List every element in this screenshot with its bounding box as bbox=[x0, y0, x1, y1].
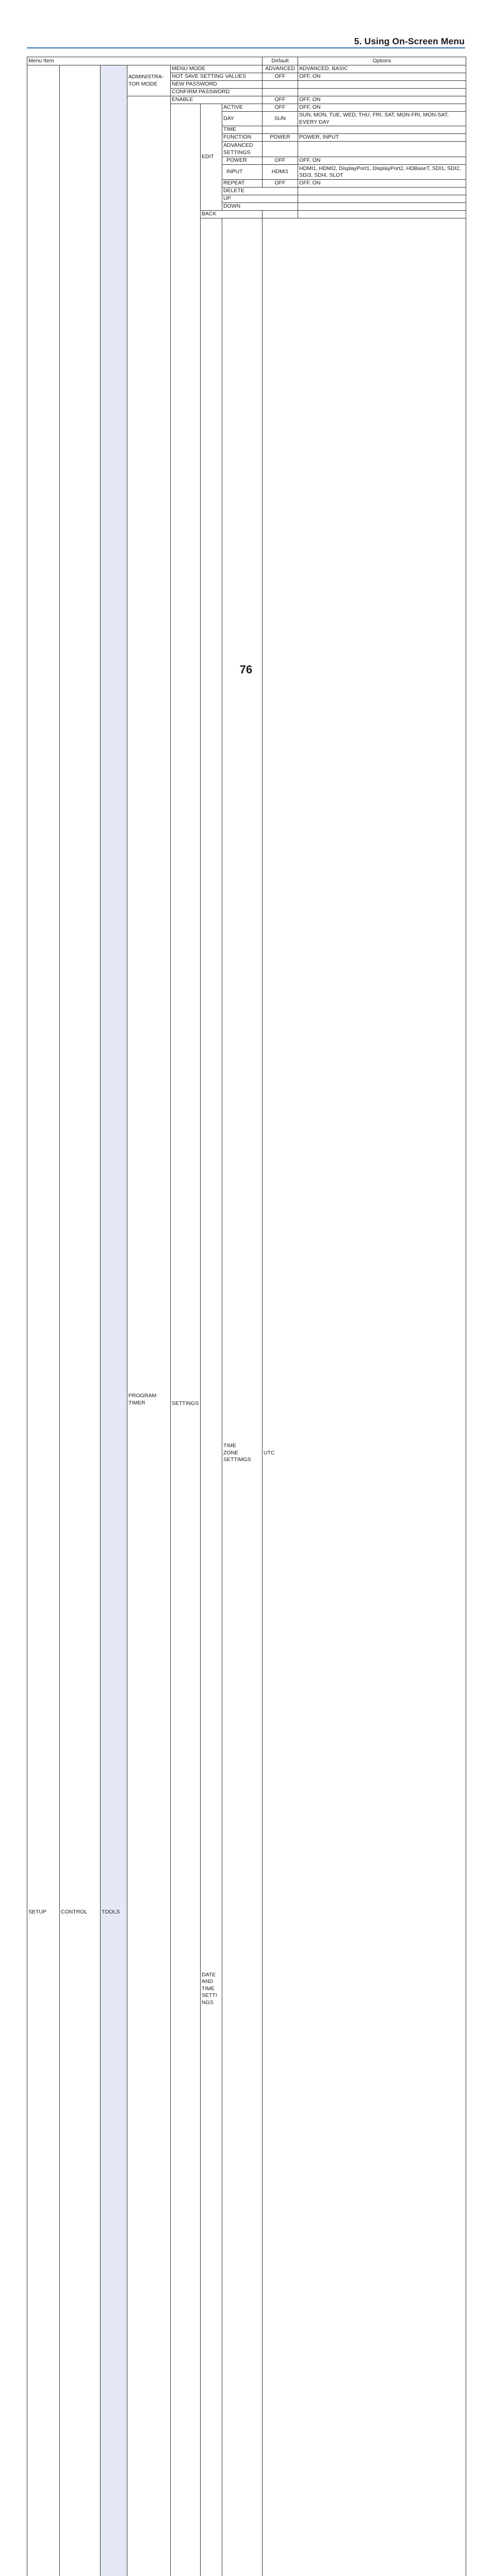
empty-cell bbox=[263, 211, 298, 218]
empty-cell bbox=[298, 142, 466, 157]
empty-cell bbox=[298, 188, 466, 195]
power-default: OFF bbox=[263, 157, 298, 165]
down-item: DOWN bbox=[222, 203, 298, 211]
menu-mode-item: MENU MODE bbox=[171, 65, 263, 73]
input-default: HDMI1 bbox=[263, 165, 298, 180]
empty-cell bbox=[263, 126, 298, 134]
empty-cell bbox=[263, 81, 298, 89]
header-options: Options bbox=[298, 57, 466, 65]
active-options: OFF, ON bbox=[298, 104, 466, 112]
advanced-settings-item: ADVANCED SETTINGS bbox=[222, 142, 263, 157]
empty-cell bbox=[263, 89, 298, 96]
empty-cell bbox=[298, 89, 466, 96]
menu-table bbox=[27, 57, 466, 2576]
active-item: ACTIVE bbox=[222, 104, 263, 112]
delete-item: DELETE bbox=[222, 188, 298, 195]
empty-cell bbox=[298, 81, 466, 89]
page-title: 5. Using On-Screen Menu bbox=[354, 36, 465, 47]
not-save-item: NOT SAVE SETTING VALUES bbox=[171, 73, 263, 81]
time-item: TIME bbox=[222, 126, 263, 134]
function-item: FUNCTION bbox=[222, 134, 263, 142]
admin-mode-cell: ADMINISTRA- TOR MODE bbox=[127, 65, 171, 96]
header-default: Default bbox=[263, 57, 298, 65]
day-item: DAY bbox=[222, 112, 263, 126]
new-password-item: NEW PASSWORD bbox=[171, 81, 263, 89]
empty-cell bbox=[298, 126, 466, 134]
empty-cell bbox=[298, 211, 466, 218]
active-default: OFF bbox=[263, 104, 298, 112]
up-item: UP bbox=[222, 195, 298, 203]
day-default: SUN bbox=[263, 112, 298, 126]
power-options: OFF, ON bbox=[298, 157, 466, 165]
program-timer-cell: PROGRAM TIMER bbox=[127, 96, 171, 2576]
pt-enable-item: ENABLE bbox=[171, 96, 263, 104]
table-header-row bbox=[27, 57, 466, 65]
power-item: POWER bbox=[222, 157, 263, 165]
setup-cell: SETUP bbox=[27, 65, 60, 2576]
time-zone-cell: TIME ZONE SETTIMGS bbox=[222, 218, 263, 2576]
page-number: 76 bbox=[0, 663, 492, 676]
header-rule bbox=[27, 47, 465, 48]
not-save-default: OFF bbox=[263, 73, 298, 81]
tools-cell: TOOLS bbox=[101, 65, 127, 2576]
header-menu-item: Menu Item bbox=[27, 57, 263, 65]
repeat-item: REPEAT bbox=[222, 180, 263, 188]
menu-mode-options: ADVANCED, BASIC bbox=[298, 65, 466, 73]
date-time-cell: DATE AND TIME SETTINGS bbox=[201, 218, 222, 2576]
function-default: POWER bbox=[263, 134, 298, 142]
back-item: BACK bbox=[201, 211, 263, 218]
empty-cell bbox=[298, 203, 466, 211]
not-save-options: OFF, ON bbox=[298, 73, 466, 81]
repeat-default: OFF bbox=[263, 180, 298, 188]
menu-mode-default: ADVANCED bbox=[263, 65, 298, 73]
repeat-options: OFF, ON bbox=[298, 180, 466, 188]
function-options: POWER, INPUT bbox=[298, 134, 466, 142]
input-options: HDMI1, HDMI2, DisplayPort1, DisplayPort2, HDBaseT, SDI1, SDI2, SDI3, SDI4, SLOT bbox=[298, 165, 466, 180]
pt-edit-cell: EDIT bbox=[201, 104, 222, 211]
confirm-password-item: CONFIRM PASSWORD bbox=[171, 89, 263, 96]
pt-settings-cell: SETTINGS bbox=[171, 104, 201, 2576]
pt-enable-options: OFF, ON bbox=[298, 96, 466, 104]
empty-cell bbox=[298, 195, 466, 203]
input-item: INPUT bbox=[222, 165, 263, 180]
empty-cell bbox=[263, 142, 298, 157]
table-row bbox=[27, 65, 466, 73]
day-options: SUN, MON, TUE, WED, THU, FRI, SAT, MON-FRI, MON-SAT, EVERY DAY bbox=[298, 112, 466, 126]
utc-item: UTC bbox=[263, 218, 466, 2576]
pt-enable-default: OFF bbox=[263, 96, 298, 104]
control-cell: CONTROL bbox=[60, 65, 101, 2576]
